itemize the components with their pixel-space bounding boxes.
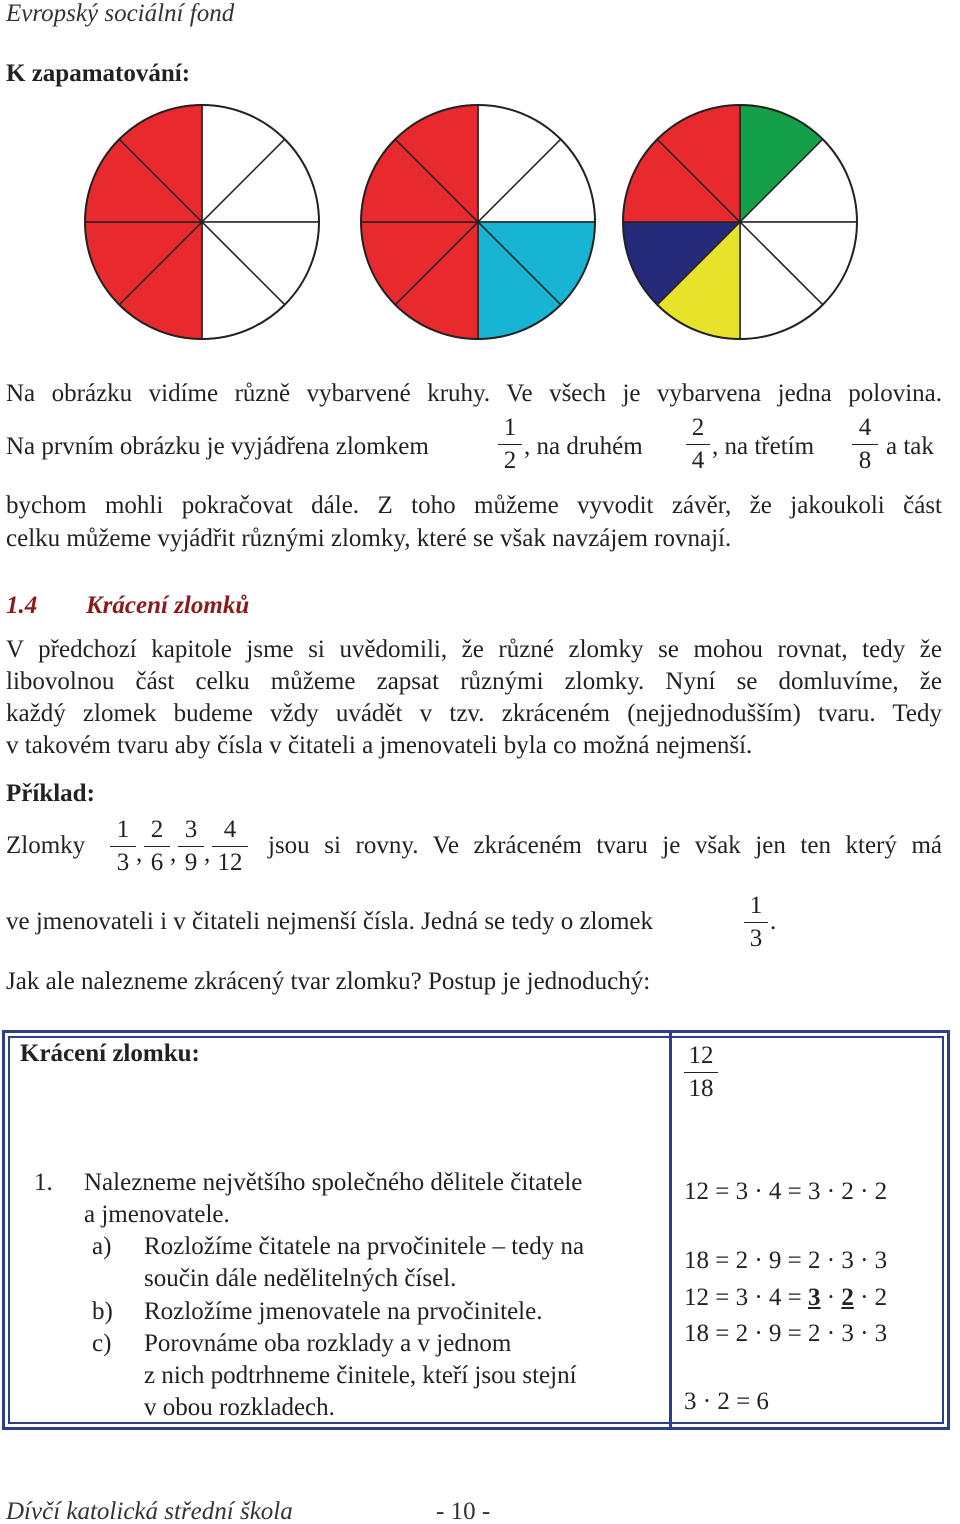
footer-school: Dívčí katolická střední škola	[6, 1498, 293, 1524]
section-para-line-3: každý zlomek budeme vždy uvádět v tzv. zkráceném (nejjednodušším) tvaru. Tedy	[6, 700, 942, 727]
equation-12-underlined: 12 = 3 · 4 = 3 · 2 · 2	[684, 1284, 888, 1311]
step-c-label: c)	[92, 1330, 112, 1357]
example-line-3: Jak ale nalezneme zkrácený tvar zlomku? Postup je jednoduchý:	[6, 968, 651, 995]
example-rest: jsou si rovny. Ve zkráceném tvaru je však jen ten který má	[268, 832, 942, 859]
fraction-four-eighths: 4 8	[852, 414, 878, 475]
equation-18-factorization: 18 = 2 · 9 = 2 · 3 · 3	[684, 1247, 888, 1274]
step-a-line-2: součin dále nedělitelných čísel.	[144, 1265, 457, 1292]
step-b-label: b)	[92, 1298, 113, 1325]
box-fraction-12-18: 12 18	[684, 1042, 718, 1103]
example-result-dot: .	[770, 908, 777, 935]
example-sep-1: ,	[136, 840, 143, 867]
circle-halves	[85, 105, 319, 339]
step-1-line-a: Nalezneme největšího společného dělitele čitatele	[84, 1169, 583, 1196]
example-lead: Zlomky	[6, 832, 86, 859]
example-line-2: ve jmenovateli i v čitateli nejmenší čísla. Jedná se tedy o zlomek	[6, 908, 654, 935]
example-fraction-1-3: 1 3	[110, 816, 136, 877]
fraction-two-quarters: 2 4	[686, 414, 710, 475]
footer-page-number: - 10 -	[436, 1498, 491, 1524]
step-c-line-3: v obou rozkladech.	[144, 1394, 335, 1421]
circle-eighths	[623, 105, 857, 339]
section-para-line-1: V předchozí kapitole jsme si uvědomili, že různé zlomky se mohou rovnat, tedy že	[6, 636, 942, 663]
example-result-fraction: 1 3	[744, 892, 768, 953]
equation-12-factorization: 12 = 3 · 4 = 3 · 2 · 2	[684, 1178, 888, 1205]
intro-line-2d: a tak	[886, 433, 934, 460]
example-fraction-2-6: 2 6	[144, 816, 170, 877]
example-fraction-3-9: 3 9	[178, 816, 204, 877]
step-1-line-b: a jmenovatele.	[84, 1201, 230, 1228]
section-para-line-4: v takovém tvaru aby čísla v čitateli a jmenovateli byla co možná nejmenší.	[6, 732, 753, 759]
intro-line-2a: Na prvním obrázku je vyjádřena zlomkem	[6, 433, 429, 460]
fraction-one-half: 1 2	[498, 414, 522, 475]
example-sep-2: ,	[170, 840, 177, 867]
section-number: 1.4	[6, 592, 38, 619]
step-c-line-2: z nich podtrhneme činitele, kteří jsou stejní	[144, 1362, 577, 1389]
box-title: Krácení zlomku:	[20, 1040, 200, 1067]
intro-line-3: bychom mohli pokračovat dále. Z toho můžeme vyvodit závěr, že jakoukoli část	[6, 492, 942, 519]
step-a-label: a)	[92, 1233, 112, 1260]
step-b-line-1: Rozložíme jmenovatele na prvočinitele.	[144, 1298, 543, 1325]
example-sep-3: ,	[204, 840, 211, 867]
intro-line-1: Na obrázku vidíme různě vybarvené kruhy. Ve všech je vybarvena jedna polovina.	[6, 380, 942, 407]
intro-line-2c: , na třetím	[712, 433, 815, 460]
circle-quarters	[361, 105, 595, 339]
example-fraction-4-12: 4 12	[212, 816, 248, 877]
section-title: Krácení zlomků	[86, 592, 250, 619]
box-divider-inner	[670, 1036, 672, 1424]
intro-line-2b: , na druhém	[524, 433, 643, 460]
equation-gcd: 3 · 2 = 6	[684, 1388, 769, 1415]
fraction-circles-figure	[80, 100, 860, 350]
running-header: Evropský sociální fond	[6, 0, 235, 27]
remember-heading: K zapamatování:	[6, 60, 191, 87]
equation-18-repeat: 18 = 2 · 9 = 2 · 3 · 3	[684, 1320, 888, 1347]
step-a-line-1: Rozložíme čitatele na prvočinitele – tedy na	[144, 1233, 585, 1260]
step-1-number: 1.	[34, 1169, 53, 1196]
intro-line-4: celku můžeme vyjádřit různými zlomky, které se však navzájem rovnají.	[6, 525, 732, 552]
example-heading: Příklad:	[6, 780, 95, 807]
step-c-line-1: Porovnáme oba rozklady a v jednom	[144, 1330, 512, 1357]
section-para-line-2: libovolnou část celku můžeme zapsat různými zlomky. Nyní se domluvíme, že	[6, 668, 942, 695]
